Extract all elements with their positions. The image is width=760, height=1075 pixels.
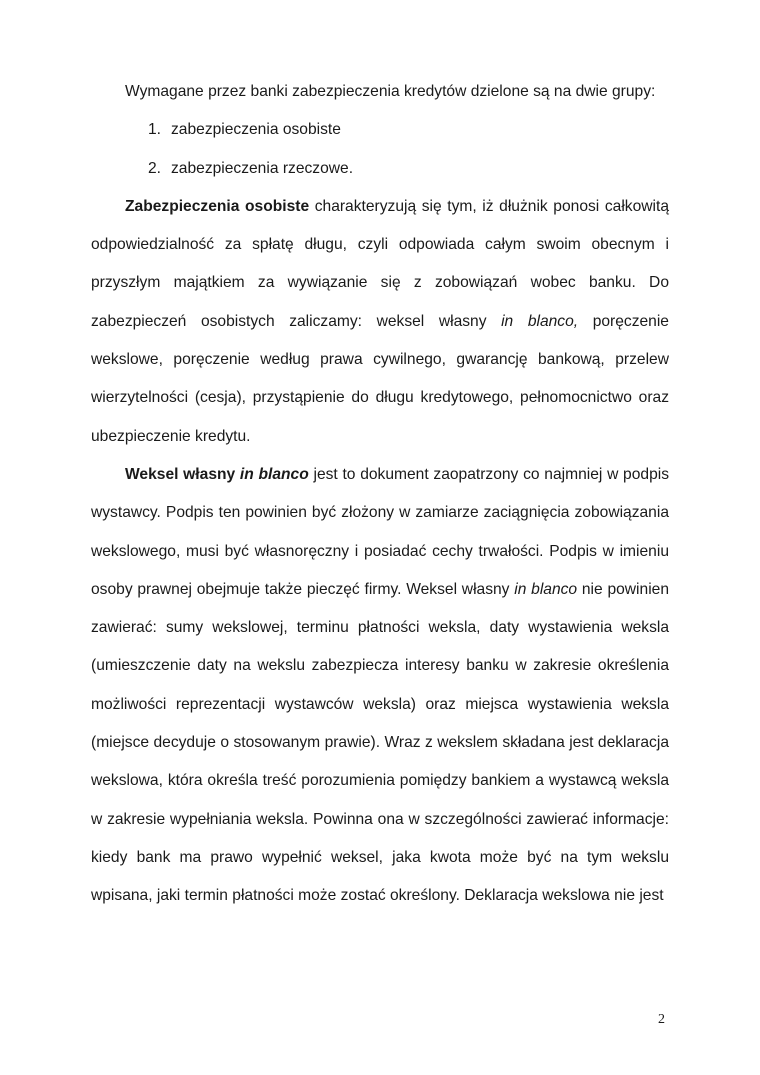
list-item-number: 1.: [148, 121, 162, 139]
personal-security-text-a: charakteryzują się tym, iż dłużnik ponosi całkowitą odpowiedzialność za spłatę długu, czyli odpowiada całym swoim obecnym i przyszłym majątkiem za wywiązanie się z zobowiązań wobec banku. Do zabezpieczeń osobistych zaliczamy: weksel własny: [91, 197, 669, 330]
list-item: [91, 150, 669, 188]
intro-text: Wymagane przez banki zabezpieczenia kredytów dzielone są na dwie grupy:: [125, 83, 656, 100]
promissory-note-text-a: jest to dokument zaopatrzony co najmniej w podpis wystawcy. Podpis ten powinien być złożony w zamiarze zaciągnięcia zobowiązania wekslowego, musi być własnoręczny i posiadać cechy trwałości. Podpis w imieniu osoby prawnej obejmuje także pieczęć firmy. Weksel własny: [91, 465, 669, 598]
list-item-number: 2.: [148, 159, 162, 177]
promissory-note-text-b: nie powinien zawierać: sumy wekslowej, terminu płatności weksla, daty wystawienia weksla (umieszczenie daty na wekslu zabezpiecza interesy banku w zakresie określenia możliwości reprezentacji wystawców weksla) oraz miejsca wystawienia weksla (miejsce decyduje o stosowanym prawie). Wraz z wekslem składana jest deklaracja wekslowa, która określa treść porozumienia pomiędzy bankiem a wystawcą weksla w zakresie wypełniania weksla. Powinna ona w szczególności zawierać informacje: kiedy bank ma prawo wypełnić weksel, jaka kwota może być na tym wekslu wpisana, jaki termin płatności może zostać określony. Deklaracja wekslowa nie jest: [91, 580, 670, 905]
personal-security-term: Zabezpieczenia osobiste: [125, 197, 310, 215]
page-number: 2: [658, 1012, 665, 1027]
personal-security-paragraph: [91, 188, 669, 456]
list-item: [91, 111, 669, 149]
intro-paragraph: [91, 73, 669, 111]
in-blanco-term: in blanco,: [501, 312, 579, 330]
personal-security-text-b: poręczenie wekslowe, poręczenie według prawa cywilnego, gwarancję bankową, przelew wierzytelności (cesja), przystąpienie do długu kredytowego, pełnomocnictwo oraz ubezpieczenie kredytu.: [91, 312, 669, 445]
security-types-list: [91, 111, 669, 188]
promissory-note-term: Weksel własny: [125, 465, 240, 483]
promissory-note-in-blanco-term: in blanco: [239, 465, 309, 483]
in-blanco-term: in blanco: [514, 580, 578, 598]
list-item-text: zabezpieczenia osobiste: [171, 121, 341, 139]
document-body: [91, 73, 669, 916]
list-item-text: zabezpieczenia rzeczowe.: [171, 159, 354, 177]
promissory-note-paragraph: [91, 456, 669, 916]
